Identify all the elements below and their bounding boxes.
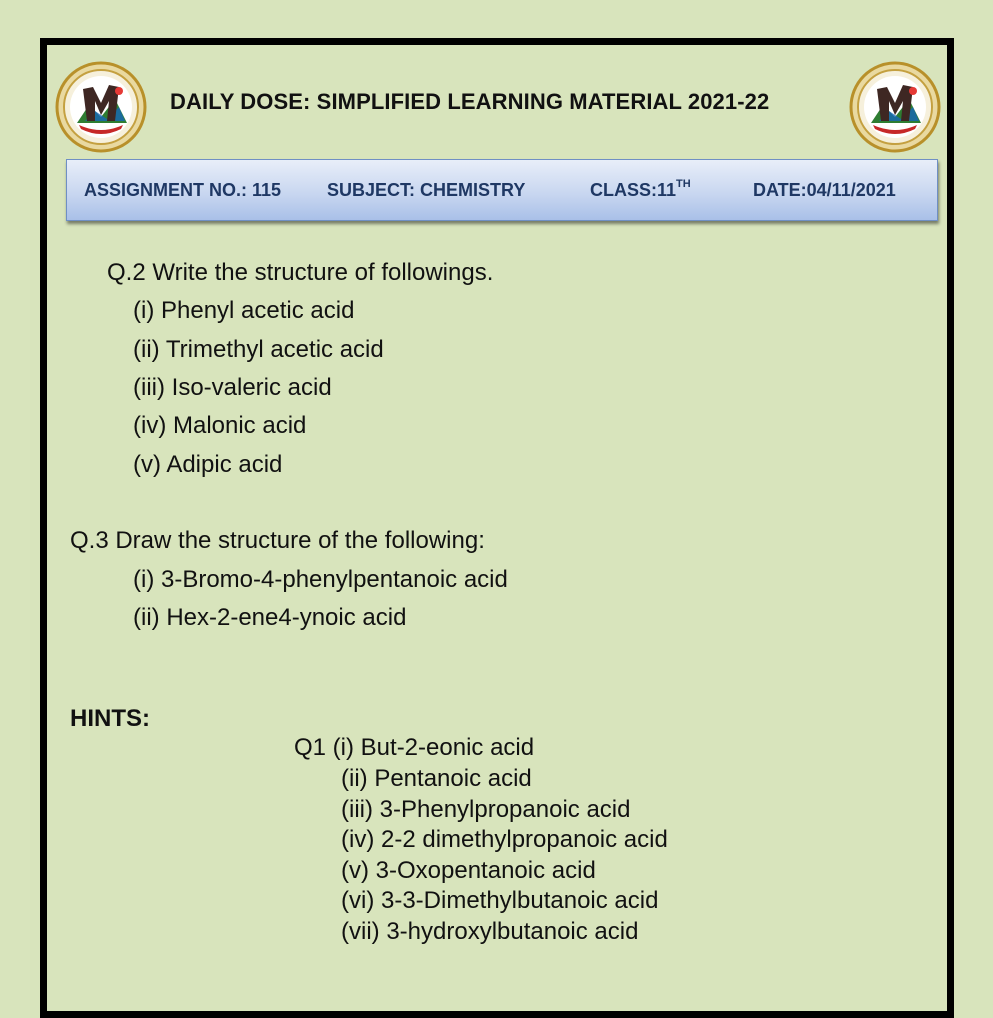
hints-heading: HINTS:	[70, 705, 150, 732]
question-2-item: (v) Adipic acid	[133, 451, 283, 478]
hint-item: (v) 3-Oxopentanoic acid	[341, 857, 596, 884]
question-2-item: (i) Phenyl acetic acid	[133, 297, 355, 324]
question-2-heading: Q.2 Write the structure of followings.	[107, 259, 494, 286]
subject-label: SUBJECT: CHEMISTRY	[327, 180, 526, 200]
question-3-item: (i) 3-Bromo-4-phenylpentanoic acid	[133, 566, 508, 593]
page-title: DAILY DOSE: SIMPLIFIED LEARNING MATERIAL 2021-22	[170, 89, 770, 114]
date-label: DATE:04/11/2021	[753, 180, 896, 200]
assignment-number: ASSIGNMENT NO.: 115	[84, 180, 282, 200]
question-3-heading: Q.3 Draw the structure of the following:	[70, 527, 485, 554]
hint-item: (ii) Pentanoic acid	[341, 765, 532, 792]
hint-item: (vi) 3-3-Dimethylbutanoic acid	[341, 887, 659, 914]
school-emblem-logo	[849, 61, 941, 153]
class-label	[590, 180, 691, 201]
hint-item: (iv) 2-2 dimethylpropanoic acid	[341, 826, 668, 853]
school-emblem-logo	[55, 61, 147, 153]
class-value: CLASS:11	[590, 180, 677, 200]
question-2-item: (ii) Trimethyl acetic acid	[133, 336, 384, 363]
class-suffix: TH	[676, 178, 691, 190]
question-2-item: (iii) Iso-valeric acid	[133, 374, 332, 401]
hint-item: (iii) 3-Phenylpropanoic acid	[341, 796, 631, 823]
question-2-item: (iv) Malonic acid	[133, 412, 307, 439]
hint-item: Q1 (i) But-2-eonic acid	[294, 734, 535, 761]
hint-item: (vii) 3-hydroxylbutanoic acid	[341, 918, 639, 945]
question-3-item: (ii) Hex-2-ene4-ynoic acid	[133, 604, 407, 631]
assignment-info-bar	[66, 159, 938, 221]
